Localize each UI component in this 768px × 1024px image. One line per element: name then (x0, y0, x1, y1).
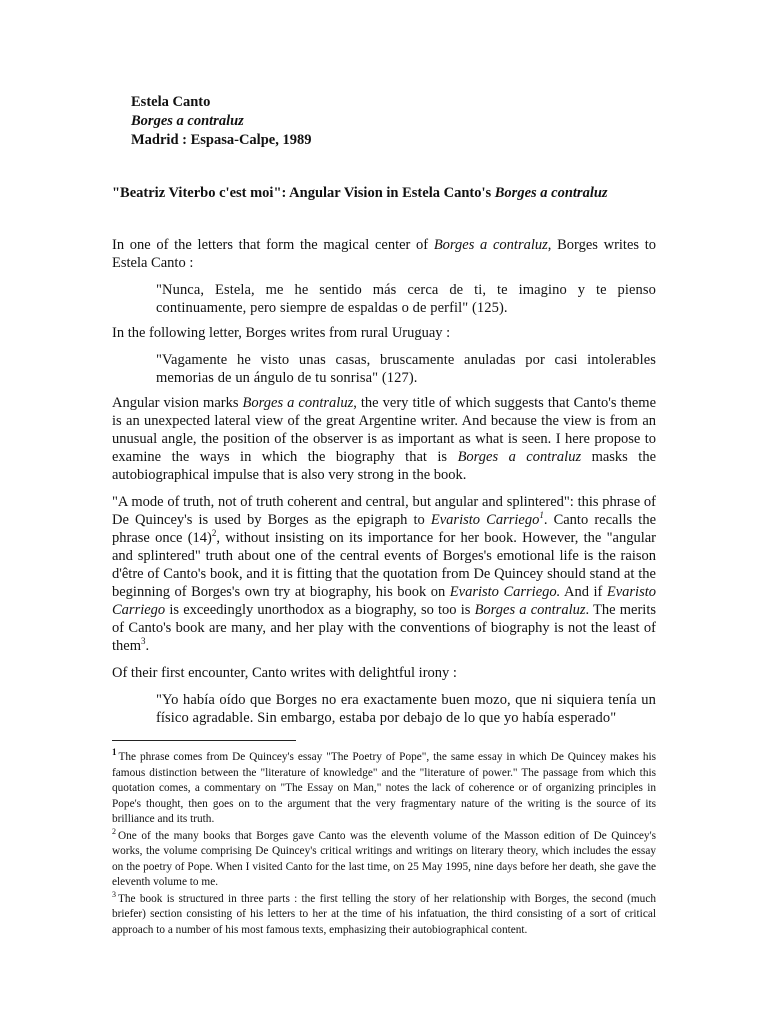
footnote-1 (112, 747, 656, 828)
paragraph-2: In the following letter, Borges writes from rural Uruguay : (112, 325, 451, 341)
p3-text-b: , the very title of which suggests that Canto's theme is an unexpected lateral view of the great Argentine writer. And because the view is from an unusual angle, the position of the observer is as important as what is seen. I here propose to examine the ways in which the biography that is (112, 395, 657, 465)
author-name: Estela Canto (131, 94, 211, 110)
block-quote-3: "Yo había oído que Borges no era exactamente buen mozo, que ni siquiera tenía un físico agradable. Sin embargo, estaba por debajo de lo que yo había esperado" (156, 692, 656, 726)
article-title-book: Borges a contraluz (494, 185, 608, 201)
article-body (112, 236, 656, 734)
footnote-2 (112, 826, 656, 891)
citation-header (131, 93, 311, 150)
p1-book: Borges a contraluz (433, 237, 548, 253)
p4-text-c: , without insisting on its importance for her book. However, the "angular and splintered" truth about one of the central events of Borges's emotional life is the raison d'être of Canto's book, and it is fitting that the quotation from De Quincey should stand at the beginning of Borges's own try at biography, his book on (112, 530, 656, 600)
p4-book-3: Evaristo Carriego (112, 584, 656, 618)
p4-text-d: And if (560, 584, 607, 600)
p4-text-g: . (145, 638, 150, 654)
p4-text-a: "A mode of truth, not of truth coherent and central, but angular and splintered": this phrase of De Quincey's is used by Borges as the epigraph to (112, 494, 656, 528)
p4-text-e: is exceedingly unorthodox as a biography, so too is (165, 602, 475, 618)
footnote-text-2: One of the many books that Borges gave Canto was the eleventh volume of the Masson edition of De Quincey's works, the volume comprising De Quincey's critical writings and writings on literary theory, which includes the essay on the poetry of Pope. When I visited Canto for the last time, on 25 May 1995, nine days before her death, she gave the eleventh volume to me. (112, 829, 656, 888)
footnote-divider (112, 740, 296, 741)
p4-text-b: . Canto recalls the phrase once (14) (112, 512, 657, 546)
p3-book-1: Borges a contraluz (242, 395, 354, 411)
p1-text-a: In one of the letters that form the magical center of (112, 237, 434, 253)
p4-book-4: Borges a contraluz (474, 602, 586, 618)
p1-text-b: , Borges writes to Estela Canto : (112, 237, 656, 271)
p3-text-c: masks the autobiographical impulse that is also very strong in the book. (112, 449, 657, 483)
block-quote-2: "Vagamente he visto unas casas, bruscamente anuladas por casi intolerables memorias de un ángulo de tu sonrisa" (127). (156, 352, 656, 386)
p3-text-a: Angular vision marks (112, 395, 243, 411)
paragraph-5: Of their first encounter, Canto writes with delightful irony : (112, 665, 457, 681)
footnote-ref-1[interactable]: 1 (539, 510, 544, 521)
footnote-3 (112, 889, 656, 939)
paragraph-3 (112, 394, 656, 484)
p4-book-2: Evaristo Carriego. (449, 584, 561, 600)
article-title-text: "Beatriz Viterbo c'est moi": Angular Vision in Estela Canto's (112, 185, 495, 201)
article-title (112, 185, 608, 202)
p4-book-1: Evaristo Carriego (430, 512, 540, 528)
footnote-text-3: The book is structured in three parts : the first telling the story of her relationship with Borges, the second (much briefer) section consisting of his letters to her at the time of his infatuation, the third consisting of a sort of critical approach to a number of his most famous texts, emphasizing their autobiographical content. (112, 892, 656, 936)
footnote-ref-3[interactable]: 3 (141, 636, 146, 647)
block-quote-1: "Nunca, Estela, me he sentido más cerca de ti, te imagino y te pienso continuamente, pero siempre de espaldas o de perfil" (125). (156, 282, 656, 316)
p3-book-2: Borges a contraluz (457, 449, 582, 465)
footnote-ref-2[interactable]: 2 (211, 528, 217, 539)
publisher-line: Madrid : Espasa-Calpe, 1989 (131, 132, 312, 148)
p4-text-f: . The merits of Canto's book are many, and her play with the conventions of biography is not the least of them (112, 602, 656, 654)
footnote-number-3: 3 (112, 889, 116, 899)
footnote-text-1: The phrase comes from De Quincey's essay "The Poetry of Pope", the same essay in which De Quincey makes his famous distinction between the "literature of knowledge" and the "literature of power." The passage from which this quotation comes, a commentary on "The Essay on Man," notes the lack of coherence or of organizing principles in Pope's thought, then goes on to the argument that the very fragmentary nature of the writing is the source of its brilliance and its truth. (112, 751, 656, 825)
footnote-number-2: 2 (112, 826, 116, 836)
footnotes (112, 747, 656, 939)
footnote-number-1: 1 (112, 747, 117, 758)
paragraph-1 (112, 236, 656, 272)
book-title: Borges a contraluz (131, 113, 244, 129)
paragraph-4 (112, 493, 656, 655)
